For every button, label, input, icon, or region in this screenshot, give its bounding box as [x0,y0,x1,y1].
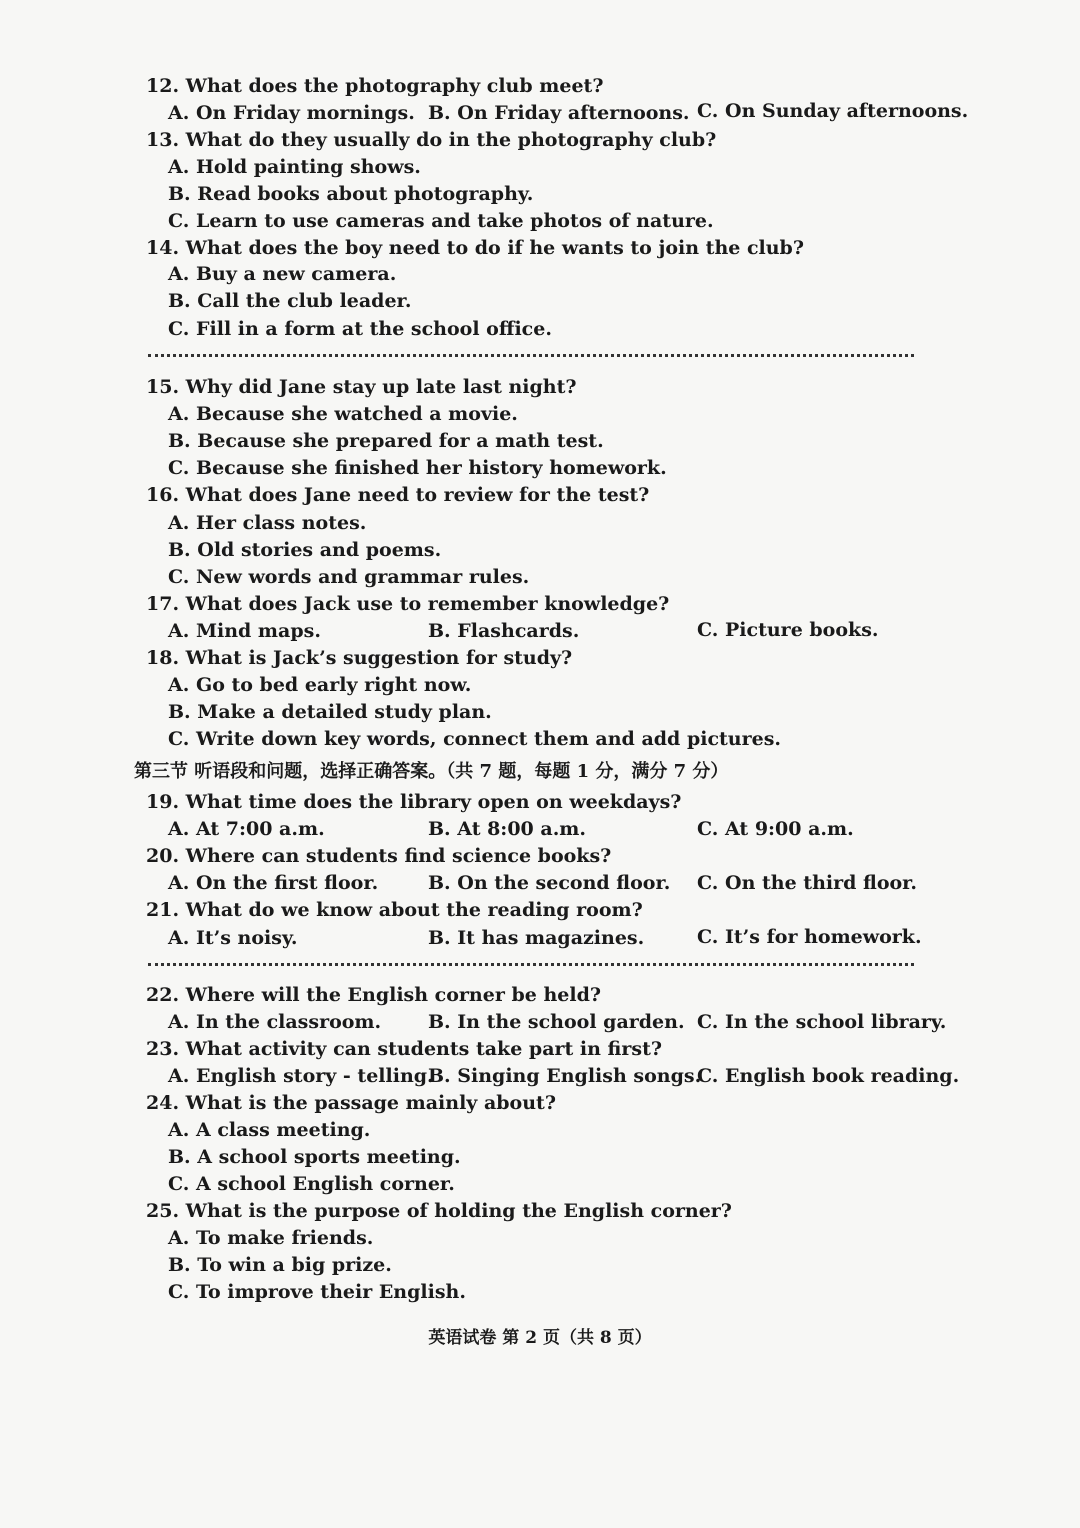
question-21-option-a: A. It’s noisy. [168,927,298,949]
question-16-option-a: A. Her class notes. [168,512,367,534]
question-17-option-c: C. Picture books. [697,619,879,641]
question-14-option-c: C. Fill in a form at the school office. [168,318,552,340]
question-18-option-b: B. Make a detailed study plan. [168,701,492,723]
question-19-stem: 19. What time does the library open on weekdays? [146,791,682,813]
question-24-option-a: A. A class meeting. [168,1119,371,1141]
question-17-option-a: A. Mind maps. [168,620,321,642]
question-20-option-c: C. On the third floor. [697,872,918,894]
question-21-option-c: C. It’s for homework. [697,926,922,948]
question-22-option-c: C. In the school library. [697,1011,947,1033]
question-19-option-a: A. At 7:00 a.m. [168,818,325,840]
question-21-stem: 21. What do we know about the reading room? [146,899,643,921]
question-20-option-a: A. On the first floor. [168,872,379,894]
question-13-option-c: C. Learn to use cameras and take photos of nature. [168,210,714,232]
question-13-stem: 13. What do they usually do in the photography club? [146,129,717,151]
divider-dotted [148,963,914,966]
question-25-stem: 25. What is the purpose of holding the English corner? [146,1200,732,1222]
question-16-option-b: B. Old stories and poems. [168,539,442,561]
question-21-option-b: B. It has magazines. [428,927,645,949]
question-16-option-c: C. New words and grammar rules. [168,566,530,588]
question-24-option-b: B. A school sports meeting. [168,1146,461,1168]
question-20-stem: 20. Where can students find science books? [146,845,612,867]
question-12-option-c: C. On Sunday afternoons. [697,100,969,122]
question-22-option-b: B. In the school garden. [428,1011,685,1033]
question-25-option-b: B. To win a big prize. [168,1254,392,1276]
question-15-option-c: C. Because she finished her history homework. [168,457,667,479]
page-footer: 英语试卷 第 2 页（共 8 页） [428,1328,652,1348]
question-22-stem: 22. Where will the English corner be held? [146,984,601,1006]
question-13-option-b: B. Read books about photography. [168,183,534,205]
question-25-option-a: A. To make friends. [168,1227,374,1249]
question-23-option-c: C. English book reading. [697,1065,960,1087]
question-18-stem: 18. What is Jack’s suggestion for study? [146,647,573,669]
question-23-option-a: A. English story - telling. [168,1065,434,1087]
question-18-option-a: A. Go to bed early right now. [168,674,472,696]
question-23-stem: 23. What activity can students take part in first? [146,1038,662,1060]
question-18-option-c: C. Write down key words, connect them and add pictures. [168,728,782,750]
question-17-option-b: B. Flashcards. [428,620,580,642]
section-3-heading: 第三节 听语段和问题，选择正确答案。（共 7 题，每题 1 分，满分 7 分） [134,761,729,782]
divider-dotted [148,354,914,357]
question-25-option-c: C. To improve their English. [168,1281,466,1303]
question-12-option-a: A. On Friday mornings. [168,102,415,124]
question-14-option-a: A. Buy a new camera. [168,263,397,285]
question-22-option-a: A. In the classroom. [168,1011,382,1033]
question-19-option-b: B. At 8:00 a.m. [428,818,587,840]
question-12-stem: 12. What does the photography club meet? [146,75,604,97]
question-24-option-c: C. A school English corner. [168,1173,455,1195]
question-17-stem: 17. What does Jack use to remember knowledge? [146,593,670,615]
question-15-option-a: A. Because she watched a movie. [168,403,518,425]
question-24-stem: 24. What is the passage mainly about? [146,1092,556,1114]
question-14-option-b: B. Call the club leader. [168,290,412,312]
question-20-option-b: B. On the second floor. [428,872,671,894]
question-12-option-b: B. On Friday afternoons. [428,102,690,124]
question-13-option-a: A. Hold painting shows. [168,156,421,178]
question-15-stem: 15. Why did Jane stay up late last night? [146,376,577,398]
question-16-stem: 16. What does Jane need to review for the test? [146,484,650,506]
question-19-option-c: C. At 9:00 a.m. [697,818,854,840]
question-15-option-b: B. Because she prepared for a math test. [168,430,604,452]
question-23-option-b: B. Singing English songs. [428,1065,702,1087]
question-14-stem: 14. What does the boy need to do if he wants to join the club? [146,237,804,259]
